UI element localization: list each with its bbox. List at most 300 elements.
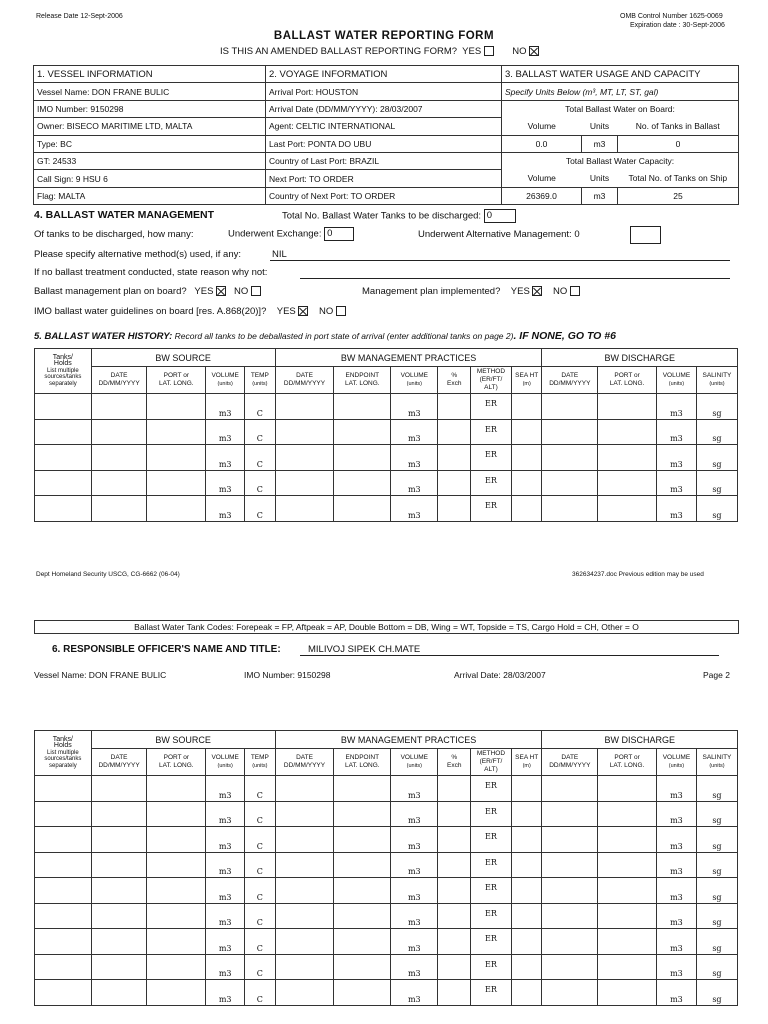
table-cell[interactable] — [542, 827, 598, 853]
table-cell[interactable] — [696, 801, 737, 827]
table-cell[interactable] — [91, 776, 147, 802]
table-cell[interactable] — [598, 776, 657, 802]
table-cell[interactable] — [334, 827, 391, 853]
plan-on-board-yes-label: YES — [194, 286, 214, 297]
table-cell[interactable] — [391, 903, 438, 929]
table-cell[interactable] — [471, 903, 512, 929]
imo-number-field[interactable]: IMO Number: 9150298 — [34, 100, 266, 117]
temp-unit-label: C — [256, 943, 263, 953]
column-header — [542, 367, 598, 394]
table-cell[interactable] — [598, 801, 657, 827]
table-cell[interactable] — [334, 980, 391, 1006]
table-cell[interactable] — [206, 929, 245, 955]
table-cell[interactable] — [542, 929, 598, 955]
table-cell[interactable] — [147, 878, 206, 904]
column-header — [206, 749, 245, 776]
table-cell[interactable] — [471, 801, 512, 827]
table-cell[interactable] — [696, 776, 737, 802]
table-cell[interactable] — [245, 445, 275, 471]
section2-heading: 2. VOYAGE INFORMATION — [266, 66, 502, 83]
table-cell[interactable] — [206, 878, 245, 904]
table-cell[interactable] — [334, 445, 391, 471]
column-header — [147, 749, 206, 776]
table-cell[interactable] — [542, 776, 598, 802]
table-cell[interactable] — [598, 470, 657, 496]
arrival-port-field[interactable]: Arrival Port: HOUSTON — [266, 83, 502, 100]
table-cell[interactable] — [391, 445, 438, 471]
table-cell[interactable] — [438, 394, 471, 420]
volume-unit-label: m3 — [218, 790, 232, 800]
salinity-unit-label: sg — [712, 816, 722, 825]
column-header-line: DATE — [561, 754, 579, 761]
table-cell[interactable] — [656, 954, 696, 980]
column-header-line: Exch — [446, 380, 462, 387]
table-cell[interactable] — [91, 903, 147, 929]
table-cell[interactable] — [471, 394, 512, 420]
table-cell[interactable] — [542, 445, 598, 471]
table-cell[interactable] — [598, 903, 657, 929]
table-row — [35, 801, 738, 827]
table-cell[interactable] — [206, 954, 245, 980]
next-country-field[interactable]: Country of Next Port: TO ORDER — [266, 187, 502, 204]
alt-mgmt-box[interactable] — [630, 226, 661, 244]
table-cell[interactable] — [511, 878, 542, 904]
table-cell[interactable] — [391, 496, 438, 522]
table-cell[interactable] — [471, 445, 512, 471]
table-cell[interactable] — [91, 470, 147, 496]
amended-no-checkbox[interactable] — [529, 46, 539, 56]
table-cell[interactable] — [696, 878, 737, 904]
gt-field[interactable]: GT: 24533 — [34, 152, 266, 169]
table-cell[interactable] — [598, 980, 657, 1006]
no-treatment-underline[interactable] — [300, 278, 730, 279]
table-cell[interactable] — [542, 419, 598, 445]
onboard-tanks-header: No. of Tanks in Ballast — [618, 118, 739, 135]
table-cell[interactable] — [275, 903, 334, 929]
column-header — [91, 749, 147, 776]
table-cell[interactable] — [245, 470, 275, 496]
plan-on-board-yes-checkbox[interactable] — [216, 286, 226, 296]
capacity-volume-value[interactable]: 26369.0 — [502, 187, 582, 204]
table-cell[interactable] — [656, 903, 696, 929]
bw-source-header: BW SOURCE — [91, 349, 275, 367]
table-cell[interactable] — [471, 929, 512, 955]
table-cell[interactable] — [206, 980, 245, 1006]
column-header-line: % — [451, 754, 458, 761]
exchange-input[interactable]: 0 — [324, 227, 354, 241]
table-cell[interactable] — [471, 827, 512, 853]
table-cell[interactable] — [542, 903, 598, 929]
table-cell[interactable] — [334, 496, 391, 522]
table-cell[interactable] — [511, 419, 542, 445]
exchange-label: Underwent Exchange: — [228, 228, 322, 240]
table-cell[interactable] — [438, 496, 471, 522]
table-cell[interactable] — [438, 929, 471, 955]
table-cell[interactable] — [598, 954, 657, 980]
table-cell[interactable] — [275, 929, 334, 955]
table-cell[interactable] — [275, 980, 334, 1006]
table-cell[interactable] — [511, 801, 542, 827]
table-cell[interactable] — [35, 394, 92, 420]
table-cell[interactable] — [656, 801, 696, 827]
table-cell[interactable] — [91, 954, 147, 980]
table-cell[interactable] — [471, 852, 512, 878]
table-cell[interactable] — [511, 776, 542, 802]
table-cell[interactable] — [206, 394, 245, 420]
plan-on-board-no-checkbox[interactable] — [251, 286, 261, 296]
table-cell[interactable] — [35, 954, 92, 980]
table-cell[interactable] — [696, 980, 737, 1006]
call-sign-field[interactable]: Call Sign: 9 HSU 6 — [34, 170, 266, 187]
section5-title: 5. BALLAST WATER HISTORY: — [34, 331, 173, 342]
temp-unit-label: C — [256, 918, 263, 927]
table-cell[interactable] — [511, 903, 542, 929]
table-cell[interactable] — [35, 801, 92, 827]
table-cell[interactable] — [35, 470, 92, 496]
capacity-tanks-value[interactable]: 25 — [618, 187, 739, 204]
table-cell[interactable] — [542, 470, 598, 496]
table-cell[interactable] — [598, 445, 657, 471]
table-cell[interactable] — [471, 419, 512, 445]
table-cell[interactable] — [245, 878, 275, 904]
alt-method-value[interactable]: NIL — [272, 249, 287, 260]
arrival-date-field[interactable]: Arrival Date (DD/MM/YYYY): 28/03/2007 — [266, 100, 502, 117]
table-cell[interactable] — [206, 470, 245, 496]
table-cell[interactable] — [275, 827, 334, 853]
table-cell[interactable] — [511, 394, 542, 420]
table-cell[interactable] — [542, 954, 598, 980]
table-cell[interactable] — [656, 878, 696, 904]
table-cell[interactable] — [275, 470, 334, 496]
table-cell[interactable] — [206, 776, 245, 802]
column-header — [511, 367, 542, 394]
table-cell[interactable] — [245, 852, 275, 878]
table-cell[interactable] — [438, 776, 471, 802]
onboard-units-value[interactable]: m3 — [582, 135, 618, 152]
table-cell[interactable] — [438, 878, 471, 904]
table-cell[interactable] — [147, 470, 206, 496]
volume-unit-label: m3 — [218, 892, 232, 902]
table-cell[interactable] — [147, 445, 206, 471]
table-cell[interactable] — [598, 929, 657, 955]
table-cell[interactable] — [656, 394, 696, 420]
onboard-volume-header: Volume — [502, 118, 582, 135]
table-cell[interactable] — [245, 419, 275, 445]
table-cell[interactable] — [334, 852, 391, 878]
capacity-tanks-header: Total No. of Tanks on Ship — [618, 170, 739, 187]
tank-header-line: Tanks/ — [52, 353, 73, 361]
table-cell[interactable] — [696, 929, 737, 955]
table-cell[interactable] — [275, 394, 334, 420]
table-cell[interactable] — [275, 419, 334, 445]
table-cell[interactable] — [391, 929, 438, 955]
imo-guidelines-no-checkbox[interactable] — [336, 306, 346, 316]
table-cell[interactable] — [391, 394, 438, 420]
tank-header-line: separately — [49, 380, 77, 387]
table-cell[interactable] — [511, 929, 542, 955]
imo-guidelines-yes-checkbox[interactable] — [298, 306, 308, 316]
last-country-field[interactable]: Country of Last Port: BRAZIL — [266, 152, 502, 169]
table-cell[interactable] — [91, 852, 147, 878]
table-cell[interactable] — [656, 419, 696, 445]
table-cell[interactable] — [438, 980, 471, 1006]
table-cell[interactable] — [147, 852, 206, 878]
table-cell[interactable] — [35, 496, 92, 522]
table-cell[interactable] — [696, 827, 737, 853]
alt-method-label: Please specify alternative method(s) used, if any: — [34, 249, 241, 260]
table-cell[interactable] — [471, 776, 512, 802]
table-cell[interactable] — [598, 419, 657, 445]
table-cell[interactable] — [245, 496, 275, 522]
onboard-volume-value[interactable]: 0.0 — [502, 135, 582, 152]
table-cell[interactable] — [471, 878, 512, 904]
table-cell[interactable] — [147, 496, 206, 522]
table-cell[interactable] — [334, 470, 391, 496]
table-cell[interactable] — [542, 496, 598, 522]
table-cell[interactable] — [438, 445, 471, 471]
table-cell[interactable] — [245, 929, 275, 955]
table-cell[interactable] — [391, 801, 438, 827]
table-cell[interactable] — [35, 827, 92, 853]
table-cell[interactable] — [275, 878, 334, 904]
table-cell[interactable] — [147, 419, 206, 445]
table-cell[interactable] — [391, 878, 438, 904]
table-cell[interactable] — [511, 827, 542, 853]
column-header-line: DD/MM/YYYY — [283, 380, 326, 387]
table-cell[interactable] — [696, 496, 737, 522]
table-cell[interactable] — [35, 776, 92, 802]
plan-implemented-label: Management plan implemented? — [362, 286, 501, 297]
column-header — [275, 367, 334, 394]
table-cell[interactable] — [438, 852, 471, 878]
table-cell[interactable] — [91, 827, 147, 853]
table-cell[interactable] — [438, 801, 471, 827]
table-cell[interactable] — [147, 827, 206, 853]
table-cell[interactable] — [35, 419, 92, 445]
table-cell[interactable] — [206, 827, 245, 853]
section6-heading: 6. RESPONSIBLE OFFICER'S NAME AND TITLE: — [52, 644, 281, 655]
table-cell[interactable] — [147, 776, 206, 802]
type-field[interactable]: Type: BC — [34, 135, 266, 152]
table-cell[interactable] — [471, 470, 512, 496]
table-cell[interactable] — [511, 852, 542, 878]
onboard-units-header: Units — [582, 118, 618, 135]
table-cell[interactable] — [91, 929, 147, 955]
table-cell[interactable] — [334, 419, 391, 445]
table-cell[interactable] — [275, 496, 334, 522]
table-cell[interactable] — [206, 801, 245, 827]
table-cell[interactable] — [391, 470, 438, 496]
dept-footer: Dept Homeland Security USCG, CG-6662 (06-04) — [36, 571, 180, 578]
total-on-board-label: Total Ballast Water on Board: — [502, 100, 739, 117]
volume-unit-label: m3 — [407, 408, 421, 418]
table-cell[interactable] — [696, 470, 737, 496]
table-cell[interactable] — [656, 980, 696, 1006]
table-cell[interactable] — [35, 980, 92, 1006]
amended-yes-checkbox[interactable] — [484, 46, 494, 56]
table-cell[interactable] — [275, 852, 334, 878]
table-cell[interactable] — [656, 827, 696, 853]
table-cell[interactable] — [542, 852, 598, 878]
section5-note: Record all tanks to be deballasted in port state of arrival (enter additional tanks on page 2) — [172, 331, 514, 341]
owner-field[interactable]: Owner: BISECO MARITIME LTD, MALTA — [34, 118, 266, 135]
column-header-line: (ER/FT/ — [479, 758, 503, 765]
table-cell[interactable] — [391, 852, 438, 878]
table-cell[interactable] — [147, 801, 206, 827]
column-header — [334, 749, 391, 776]
table-cell[interactable] — [471, 980, 512, 1006]
total-tanks-input[interactable]: 0 — [484, 209, 516, 223]
volume-unit-label: m3 — [218, 918, 232, 927]
table-cell[interactable] — [206, 419, 245, 445]
table-row — [35, 929, 738, 955]
table-cell[interactable] — [656, 929, 696, 955]
table-cell[interactable] — [206, 903, 245, 929]
table-cell[interactable] — [147, 929, 206, 955]
capacity-volume-header: Volume — [502, 170, 582, 187]
responsible-officer-value[interactable]: MILIVOJ SIPEK CH.MATE — [308, 644, 421, 655]
column-header-line: LAT. LONG. — [345, 762, 380, 769]
table-cell[interactable] — [206, 496, 245, 522]
table-cell[interactable] — [391, 419, 438, 445]
table-cell[interactable] — [91, 394, 147, 420]
table-cell[interactable] — [438, 419, 471, 445]
table-cell[interactable] — [245, 980, 275, 1006]
column-header-line: METHOD — [476, 368, 506, 375]
table-cell[interactable] — [147, 903, 206, 929]
table-cell[interactable] — [245, 776, 275, 802]
table-cell[interactable] — [35, 445, 92, 471]
next-port-field[interactable]: Next Port: TO ORDER — [266, 170, 502, 187]
table-cell[interactable] — [542, 878, 598, 904]
column-header-line: LAT. LONG. — [345, 380, 380, 387]
table-cell[interactable] — [391, 954, 438, 980]
table-cell[interactable] — [147, 954, 206, 980]
table-cell[interactable] — [91, 496, 147, 522]
table-cell[interactable] — [511, 470, 542, 496]
table-cell[interactable] — [696, 954, 737, 980]
volume-unit-label: m3 — [218, 994, 232, 1004]
table-cell[interactable] — [35, 903, 92, 929]
table-cell[interactable] — [391, 827, 438, 853]
table-cell[interactable] — [542, 394, 598, 420]
table-cell[interactable] — [391, 980, 438, 1006]
table-cell[interactable] — [275, 776, 334, 802]
table-cell[interactable] — [206, 852, 245, 878]
table-cell[interactable] — [334, 903, 391, 929]
table-cell[interactable] — [147, 394, 206, 420]
table-cell[interactable] — [542, 801, 598, 827]
table-cell[interactable] — [696, 852, 737, 878]
table-cell[interactable] — [334, 929, 391, 955]
amended-no-label: NO — [512, 46, 527, 57]
alt-mgmt-value[interactable]: 0 — [574, 229, 580, 240]
vessel-name-field[interactable]: Vessel Name: DON FRANE BULIC — [34, 83, 266, 100]
table-cell[interactable] — [334, 394, 391, 420]
table-cell[interactable] — [275, 445, 334, 471]
table-cell[interactable] — [656, 470, 696, 496]
table-cell[interactable] — [245, 801, 275, 827]
table-row — [35, 419, 738, 445]
table-cell[interactable] — [147, 980, 206, 1006]
table-cell[interactable] — [656, 496, 696, 522]
table-cell[interactable] — [511, 980, 542, 1006]
table-cell[interactable] — [245, 954, 275, 980]
table-cell[interactable] — [35, 929, 92, 955]
table-cell[interactable] — [91, 445, 147, 471]
table-cell[interactable] — [511, 954, 542, 980]
column-header-line: (units) — [709, 381, 725, 387]
vessel-voyage-info-table — [33, 65, 739, 205]
table-cell[interactable] — [35, 878, 92, 904]
exchange-row — [228, 227, 354, 241]
table-cell[interactable] — [245, 827, 275, 853]
table-cell[interactable] — [438, 954, 471, 980]
flag-field[interactable]: Flag: MALTA — [34, 187, 266, 204]
table-cell[interactable] — [696, 903, 737, 929]
table-cell[interactable] — [696, 419, 737, 445]
table-cell[interactable] — [511, 496, 542, 522]
table-cell[interactable] — [656, 852, 696, 878]
page2-vessel-name: Vessel Name: DON FRANE BULIC — [34, 670, 167, 680]
table-cell[interactable] — [391, 776, 438, 802]
plan-implemented-yes-checkbox[interactable] — [532, 286, 542, 296]
onboard-tanks-value[interactable]: 0 — [618, 135, 739, 152]
volume-unit-label: m3 — [670, 994, 683, 1004]
imo-guidelines-no-label: NO — [318, 306, 334, 317]
table-cell[interactable] — [334, 954, 391, 980]
table-cell[interactable] — [696, 445, 737, 471]
capacity-units-value[interactable]: m3 — [582, 187, 618, 204]
table-cell[interactable] — [91, 980, 147, 1006]
plan-implemented-no-checkbox[interactable] — [570, 286, 580, 296]
table-cell[interactable] — [91, 878, 147, 904]
tank-header-line: separately — [49, 762, 77, 769]
table-cell[interactable] — [471, 496, 512, 522]
table-cell[interactable] — [334, 776, 391, 802]
table-cell[interactable] — [598, 394, 657, 420]
table-cell[interactable] — [275, 801, 334, 827]
table-cell[interactable] — [438, 470, 471, 496]
imo-guidelines-row — [34, 306, 346, 317]
temp-unit-label: C — [256, 485, 263, 494]
table-cell[interactable] — [696, 394, 737, 420]
table-cell[interactable] — [91, 419, 147, 445]
table-cell[interactable] — [206, 445, 245, 471]
table-cell[interactable] — [334, 878, 391, 904]
table-cell[interactable] — [598, 496, 657, 522]
ballast-history-table-page2 — [34, 730, 738, 1006]
table-cell[interactable] — [35, 852, 92, 878]
agent-field[interactable]: Agent: CELTIC INTERNATIONAL — [266, 118, 502, 135]
table-cell[interactable] — [656, 776, 696, 802]
last-port-field[interactable]: Last Port: PONTA DO UBU — [266, 135, 502, 152]
table-cell[interactable] — [438, 903, 471, 929]
table-cell[interactable] — [245, 394, 275, 420]
table-cell[interactable] — [598, 852, 657, 878]
table-cell[interactable] — [598, 827, 657, 853]
table-cell[interactable] — [511, 445, 542, 471]
table-cell[interactable] — [542, 980, 598, 1006]
table-cell[interactable] — [438, 827, 471, 853]
table-cell[interactable] — [656, 445, 696, 471]
table-cell[interactable] — [598, 878, 657, 904]
table-cell[interactable] — [91, 801, 147, 827]
table-cell[interactable] — [334, 801, 391, 827]
table-cell[interactable] — [245, 903, 275, 929]
table-cell[interactable] — [471, 954, 512, 980]
table-cell[interactable] — [275, 954, 334, 980]
